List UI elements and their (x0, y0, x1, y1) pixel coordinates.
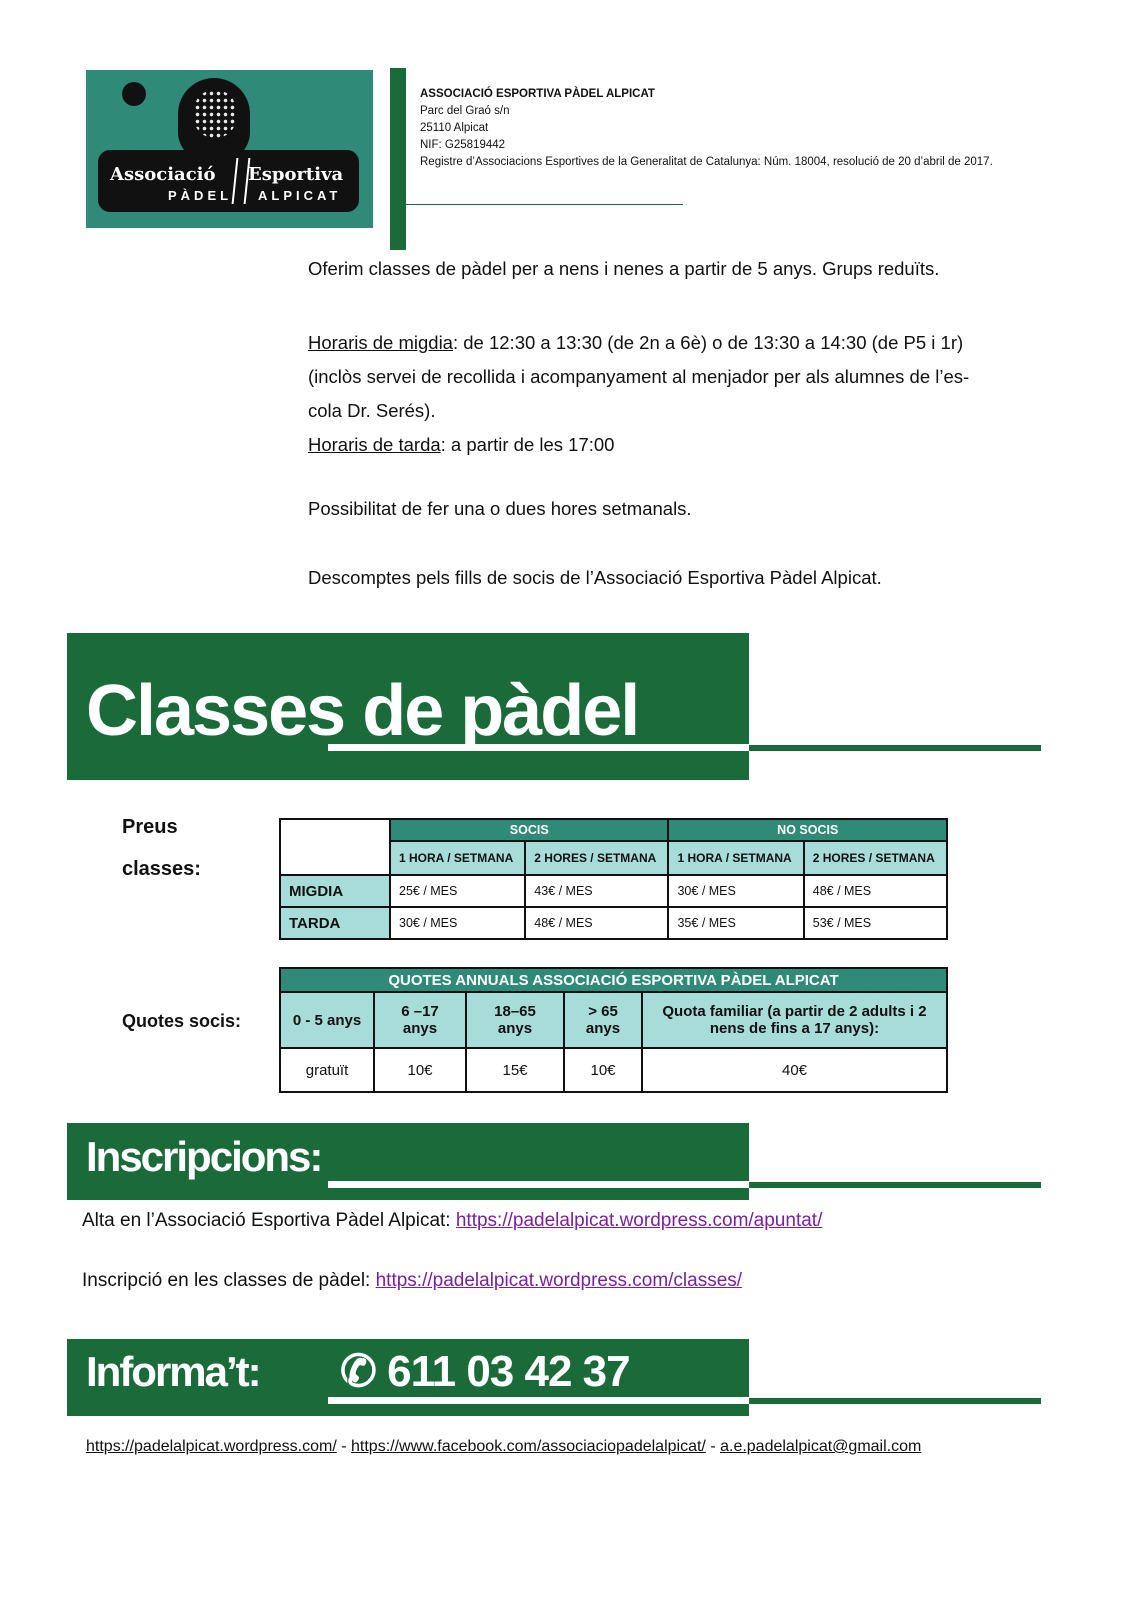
quote-value: 10€ (374, 1048, 466, 1092)
header-vertical-bar (390, 68, 406, 250)
org-nif: NIF: G25819442 (420, 139, 506, 151)
inscripcions-title: Inscripcions: (86, 1133, 322, 1180)
midday-line2: (inclòs servei de recollida i acompanyament al menjador per als alumnes de l’es- (308, 366, 970, 387)
price-cell: 30€ / MES (668, 875, 803, 907)
phone-number[interactable]: 611 03 42 37 (387, 1347, 630, 1396)
footer (86, 1438, 921, 1456)
quote-value: 15€ (466, 1048, 564, 1092)
logo-text-esportiva: Esportiva (248, 164, 344, 185)
midday-line3: cola Dr. Serés). (308, 400, 436, 421)
col-header: 1 HORA / SETMANA (668, 841, 803, 875)
quote-header-line: anys (402, 1020, 438, 1037)
informat-title: Informa’t: (86, 1348, 260, 1395)
quote-header-line: Quota familiar (a partir de 2 adults i 2 (662, 1003, 927, 1020)
col-header: 1 HORA / SETMANA (390, 841, 525, 875)
quotes-table (279, 967, 948, 1093)
prices-table (279, 818, 948, 940)
org-postal: 25110 Alpicat (420, 122, 489, 134)
prices-label (122, 806, 201, 890)
price-cell: 25€ / MES (390, 875, 525, 907)
col-header: 2 HORES / SETMANA (525, 841, 668, 875)
footer-facebook-link[interactable]: https://www.facebook.com/associaciopadelalpicat/ (351, 1438, 706, 1455)
ball-icon (122, 82, 146, 106)
midday-text: : de 12:30 a 13:30 (de 2n a 6è) o de 13:30 a 14:30 (de P5 i 1r) (452, 332, 964, 353)
group-socis: SOCIS (390, 819, 668, 841)
quote-header-line: > 65 (588, 1003, 618, 1020)
price-cell: 35€ / MES (668, 907, 803, 939)
group-no-socis: NO SOCIS (668, 819, 947, 841)
quote-value: gratuït (280, 1048, 374, 1092)
footer-email-link[interactable]: a.e.padelalpicat@gmail.com (720, 1438, 922, 1455)
signup-line (82, 1210, 822, 1232)
price-cell: 53€ / MES (804, 907, 947, 939)
phone-number-block (340, 1346, 630, 1397)
quote-header-line: 6 –17 (401, 1003, 439, 1020)
price-cell: 30€ / MES (390, 907, 525, 939)
quote-header-family (642, 992, 947, 1048)
signup-link[interactable]: https://padelalpicat.wordpress.com/apuntat/ (455, 1210, 823, 1231)
quote-header-line: nens de fins a 17 anys): (709, 1020, 880, 1037)
quote-header-line: 18–65 (494, 1003, 536, 1020)
logo (86, 70, 373, 228)
classes-line (82, 1270, 742, 1292)
quote-header-line: anys (585, 1020, 621, 1037)
afternoon-label: Horaris de tarda (308, 434, 441, 455)
logo-text-associacio: Associació (110, 164, 216, 185)
inscripcions-banner-line (749, 1182, 1041, 1188)
org-info (420, 86, 993, 171)
logo-text-padel: PÀDEL (168, 188, 233, 203)
page-title: Classes de pàdel (86, 671, 639, 751)
classes-text: Inscripció en les classes de pàdel: (82, 1270, 376, 1291)
footer-sep: - (336, 1438, 352, 1455)
quotes-title: QUOTES ANNUALS ASSOCIACIÓ ESPORTIVA PÀDEL ALPICAT (280, 968, 947, 992)
col-header: 2 HORES / SETMANA (804, 841, 947, 875)
row-label: MIGDIA (280, 875, 390, 907)
inscripcions-underline (328, 1181, 749, 1188)
prices-label-line2: classes: (122, 858, 201, 880)
quote-value: 40€ (642, 1048, 947, 1092)
table-row (280, 1048, 947, 1092)
quote-header (466, 992, 564, 1048)
prices-label-line1: Preus (122, 816, 178, 838)
intro-paragraph-1: Oferim classes de pàdel per a nens i nenes a partir de 5 anys. Grups reduïts. (308, 258, 940, 279)
intro-paragraph-4: Descomptes pels fills de socis de l’Associació Esportiva Pàdel Alpicat. (308, 567, 882, 588)
title-banner-line (749, 745, 1041, 751)
header-divider (406, 204, 683, 205)
quote-header-line: anys (497, 1020, 533, 1037)
table-row (280, 875, 947, 907)
price-cell: 48€ / MES (804, 875, 947, 907)
price-cell: 48€ / MES (525, 907, 668, 939)
quote-header (564, 992, 642, 1048)
informat-underline (328, 1397, 749, 1404)
table-row (280, 907, 947, 939)
phone-icon: ✆ (340, 1347, 376, 1396)
logo-text-alpicat: ALPICAT (258, 188, 342, 203)
quotes-label: Quotes socis: (122, 1011, 242, 1031)
midday-label: Horaris de migdia (308, 332, 453, 353)
org-registry: Registre d’Associacions Esportives de la Generalitat de Catalunya: Núm. 18004, resolució de 20 d’abril de 2017. (420, 156, 993, 168)
quote-header (374, 992, 466, 1048)
prices-corner-2 (280, 841, 390, 875)
midday-schedule (308, 326, 969, 462)
afternoon-text: : a partir de les 17:00 (440, 434, 615, 455)
intro-paragraph-3: Possibilitat de fer una o dues hores setmanals. (308, 498, 692, 519)
footer-sep: - (705, 1438, 721, 1455)
quote-header: 0 - 5 anys (280, 992, 374, 1048)
footer-website-link[interactable]: https://padelalpicat.wordpress.com/ (86, 1438, 337, 1455)
prices-corner (280, 819, 390, 841)
price-cell: 43€ / MES (525, 875, 668, 907)
informat-banner-line (749, 1398, 1041, 1404)
quote-value: 10€ (564, 1048, 642, 1092)
signup-text: Alta en l’Associació Esportiva Pàdel Alpicat: (82, 1210, 456, 1231)
row-label: TARDA (280, 907, 390, 939)
classes-link[interactable]: https://padelalpicat.wordpress.com/classes/ (375, 1270, 743, 1291)
org-address: Parc del Graó s/n (420, 105, 510, 117)
org-name: ASSOCIACIÓ ESPORTIVA PÀDEL ALPICAT (420, 88, 655, 100)
